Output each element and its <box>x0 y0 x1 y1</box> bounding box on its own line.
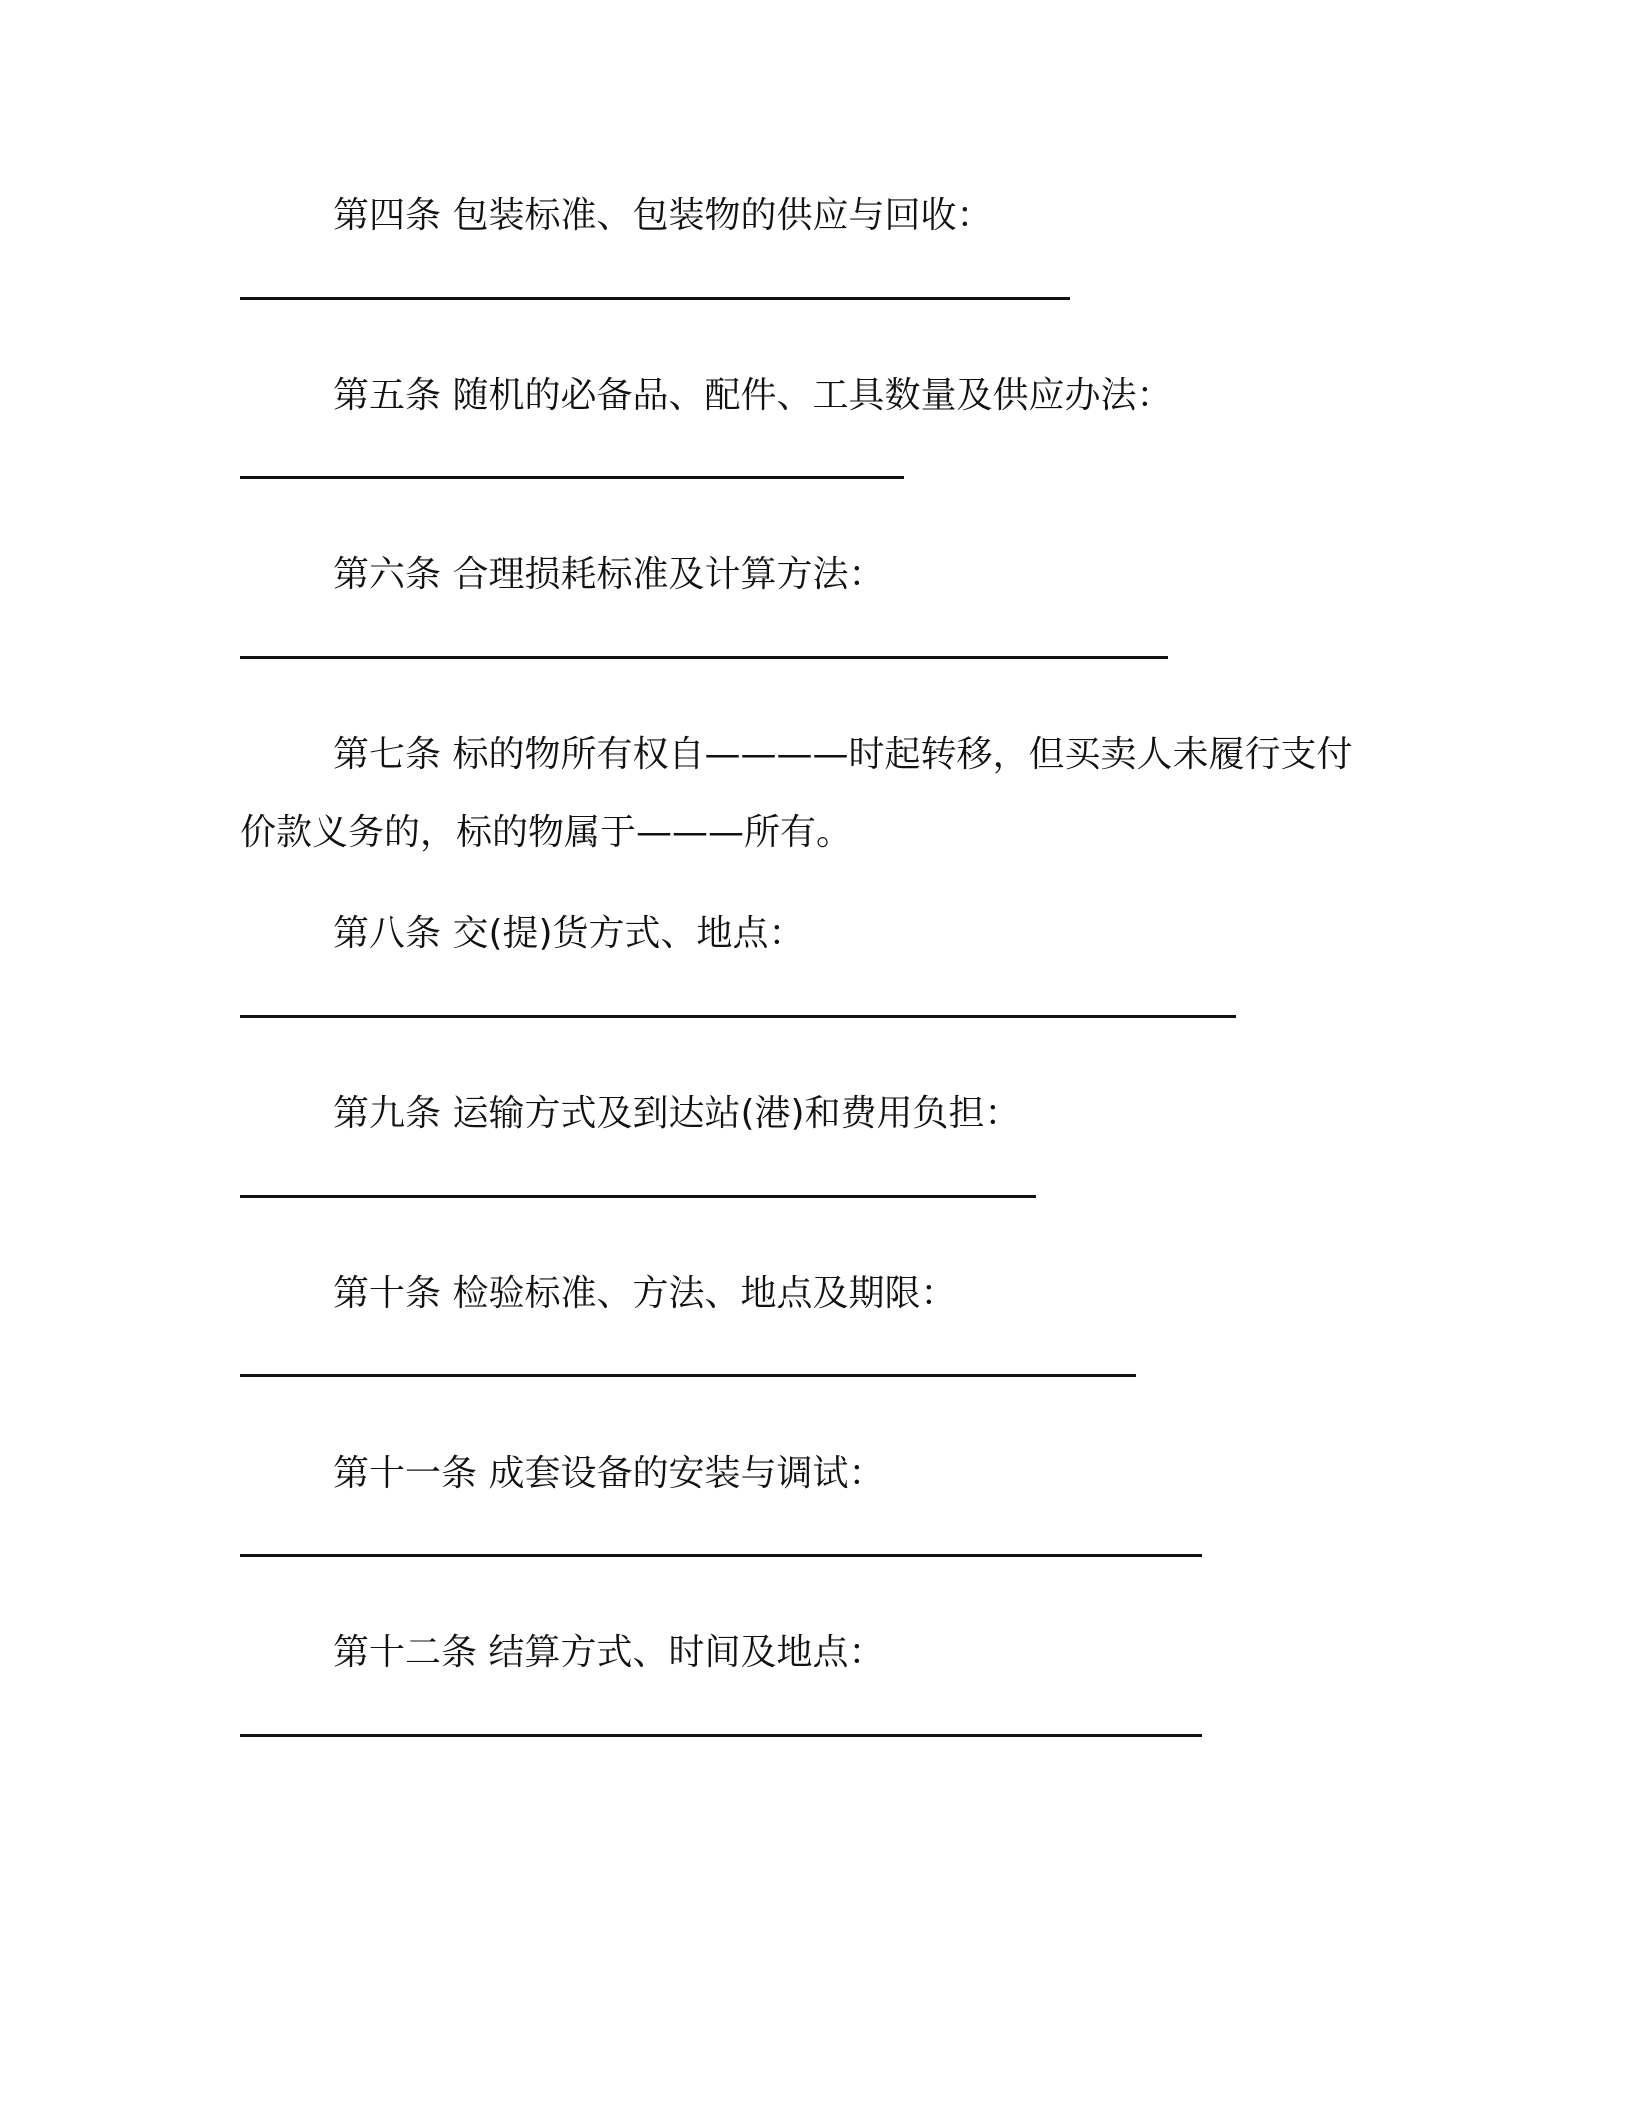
clause-text: 运输方式及到达站(港)和费用负担： <box>452 1093 1021 1134</box>
clause-number: 第六条 <box>333 554 442 595</box>
fill-in-blank-line <box>240 656 1168 659</box>
clause-7-continuation: 价款义务的，标的物属于———所有。 <box>240 812 853 853</box>
fill-in-blank-line <box>240 476 904 479</box>
clause-10 <box>333 1272 956 1316</box>
clause-text: 包装标准、包装物的供应与回收： <box>452 195 993 236</box>
clause-number: 第十二条 <box>333 1632 478 1673</box>
clause-5 <box>333 374 1172 418</box>
fill-in-blank-line <box>240 1734 1202 1737</box>
clause-text: 随机的必备品、配件、工具数量及供应办法： <box>452 375 1173 416</box>
clause-9 <box>333 1092 1021 1136</box>
fill-in-blank-line <box>240 1374 1136 1377</box>
clause-7 <box>333 733 1352 777</box>
fill-in-blank-line <box>240 1554 1202 1557</box>
clause-number: 第五条 <box>333 375 442 416</box>
fill-in-blank-line <box>240 1015 1236 1018</box>
clause-number: 第十一条 <box>333 1453 478 1494</box>
clause-4 <box>333 194 992 238</box>
clause-number: 第八条 <box>333 913 442 954</box>
clause-12 <box>333 1631 884 1675</box>
clause-number: 第四条 <box>333 195 442 236</box>
clause-number: 第十条 <box>333 1273 442 1314</box>
clause-text: 交(提)货方式、地点： <box>452 913 805 954</box>
clause-11 <box>333 1452 884 1496</box>
clause-text: 标的物所有权自————时起转移，但买卖人未履行支付 <box>452 734 1353 775</box>
clause-text: 合理损耗标准及计算方法： <box>452 554 885 595</box>
clause-number: 第七条 <box>333 734 442 775</box>
clause-number: 第九条 <box>333 1093 442 1134</box>
clause-8 <box>333 912 805 956</box>
clause-6 <box>333 553 884 597</box>
clause-text: 结算方式、时间及地点： <box>488 1632 885 1673</box>
fill-in-blank-line <box>240 1195 1036 1198</box>
clause-text: 检验标准、方法、地点及期限： <box>452 1273 957 1314</box>
fill-in-blank-line <box>240 297 1070 300</box>
clause-text: 成套设备的安装与调试： <box>488 1453 885 1494</box>
